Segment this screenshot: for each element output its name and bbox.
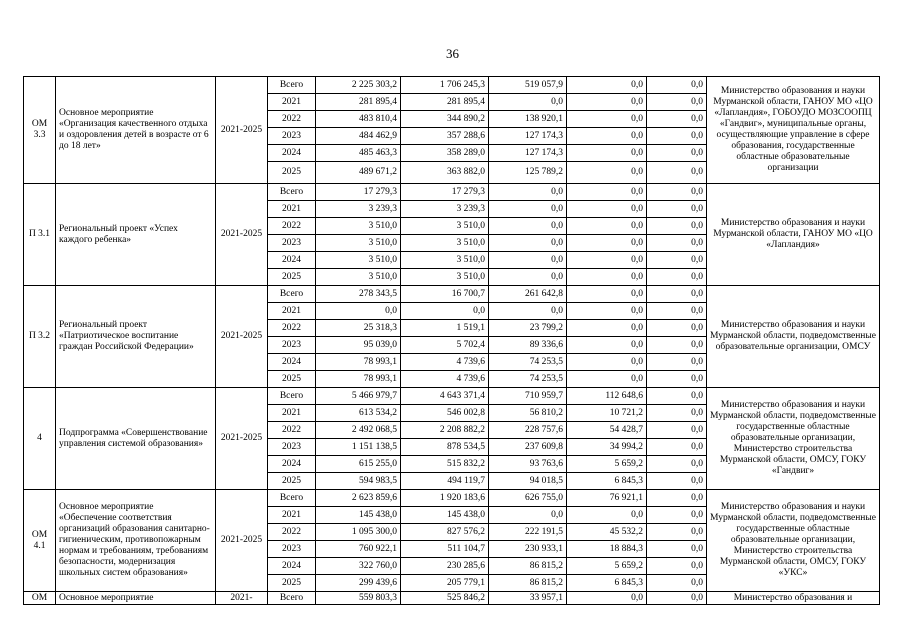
- amount-cell: 3 239,3: [316, 201, 401, 218]
- table-row: [24, 490, 880, 507]
- amount-cell: 125 789,2: [489, 162, 567, 184]
- amount-cell: 0,0: [567, 320, 647, 337]
- amount-cell: 5 659,2: [567, 558, 647, 575]
- item-name: Основное мероприятие «Обеспечение соответствия организаций образования санитарно-гигиеническим, противопожарным нормам и требованиям, требованиям безопасности, модернизация школьных систем образования»: [56, 490, 216, 592]
- amount-cell: 0,0: [567, 201, 647, 218]
- executor-cell: Министерство образования и науки Мурманской области, подведомственные образовательные организации, ОМСУ: [707, 286, 880, 388]
- year-cell: Всего: [268, 592, 316, 605]
- amount-cell: 0,0: [647, 558, 707, 575]
- amount-cell: 3 510,0: [316, 235, 401, 252]
- year-cell: 2022: [268, 422, 316, 439]
- amount-cell: 0,0: [647, 286, 707, 303]
- year-cell: Всего: [268, 286, 316, 303]
- amount-cell: 0,0: [647, 371, 707, 388]
- amount-cell: 0,0: [647, 145, 707, 162]
- amount-cell: 0,0: [567, 145, 647, 162]
- amount-cell: 17 279,3: [316, 184, 401, 201]
- amount-cell: 6 845,3: [567, 575, 647, 592]
- amount-cell: 74 253,5: [489, 371, 567, 388]
- amount-cell: 485 463,3: [316, 145, 401, 162]
- amount-cell: 0,0: [567, 269, 647, 286]
- amount-cell: 0,0: [647, 128, 707, 145]
- amount-cell: 3 510,0: [316, 218, 401, 235]
- amount-cell: 0,0: [647, 388, 707, 405]
- table-row: [24, 184, 880, 201]
- amount-cell: 0,0: [567, 303, 647, 320]
- amount-cell: 17 279,3: [401, 184, 489, 201]
- amount-cell: 0,0: [647, 337, 707, 354]
- amount-cell: 5 702,4: [401, 337, 489, 354]
- amount-cell: 0,0: [647, 162, 707, 184]
- amount-cell: 0,0: [647, 218, 707, 235]
- amount-cell: 0,0: [567, 235, 647, 252]
- amount-cell: 0,0: [567, 337, 647, 354]
- amount-cell: 3 510,0: [401, 269, 489, 286]
- amount-cell: 0,0: [567, 162, 647, 184]
- amount-cell: 5 466 979,7: [316, 388, 401, 405]
- amount-cell: 76 921,1: [567, 490, 647, 507]
- amount-cell: 0,0: [647, 252, 707, 269]
- amount-cell: 710 959,7: [489, 388, 567, 405]
- amount-cell: 358 289,0: [401, 145, 489, 162]
- amount-cell: 45 532,2: [567, 524, 647, 541]
- amount-cell: 1 920 183,6: [401, 490, 489, 507]
- amount-cell: 0,0: [489, 94, 567, 111]
- amount-cell: 261 642,8: [489, 286, 567, 303]
- amount-cell: 484 462,9: [316, 128, 401, 145]
- year-cell: 2023: [268, 235, 316, 252]
- item-code: П 3.1: [24, 184, 56, 286]
- amount-cell: 281 895,4: [316, 94, 401, 111]
- table-row: [24, 388, 880, 405]
- amount-cell: 0,0: [489, 269, 567, 286]
- amount-cell: 322 760,0: [316, 558, 401, 575]
- amount-cell: 18 884,3: [567, 541, 647, 558]
- amount-cell: 34 994,2: [567, 439, 647, 456]
- year-cell: 2024: [268, 145, 316, 162]
- amount-cell: 0,0: [489, 235, 567, 252]
- amount-cell: 4 643 371,4: [401, 388, 489, 405]
- amount-cell: 363 882,0: [401, 162, 489, 184]
- amount-cell: 2 208 882,2: [401, 422, 489, 439]
- amount-cell: 344 890,2: [401, 111, 489, 128]
- amount-cell: 237 609,8: [489, 439, 567, 456]
- amount-cell: 0,0: [567, 286, 647, 303]
- year-cell: 2025: [268, 371, 316, 388]
- budget-table: [23, 76, 880, 605]
- amount-cell: 25 318,3: [316, 320, 401, 337]
- amount-cell: 95 039,0: [316, 337, 401, 354]
- amount-cell: 0,0: [567, 371, 647, 388]
- item-period: 2021-2025: [216, 388, 268, 490]
- year-cell: 2025: [268, 162, 316, 184]
- amount-cell: 3 510,0: [316, 269, 401, 286]
- amount-cell: 1 151 138,5: [316, 439, 401, 456]
- amount-cell: 615 255,0: [316, 456, 401, 473]
- amount-cell: 127 174,3: [489, 128, 567, 145]
- amount-cell: 0,0: [567, 77, 647, 94]
- amount-cell: 0,0: [647, 77, 707, 94]
- item-name: Основное мероприятие «Организация качественного отдыха и оздоровления детей в возрасте от 6 до 18 лет»: [56, 77, 216, 184]
- amount-cell: 86 815,2: [489, 558, 567, 575]
- amount-cell: 0,0: [567, 128, 647, 145]
- amount-cell: 0,0: [647, 303, 707, 320]
- year-cell: 2022: [268, 218, 316, 235]
- year-cell: 2022: [268, 524, 316, 541]
- year-cell: 2023: [268, 439, 316, 456]
- year-cell: 2021: [268, 507, 316, 524]
- amount-cell: 0,0: [489, 303, 567, 320]
- amount-cell: 0,0: [647, 320, 707, 337]
- amount-cell: 222 191,5: [489, 524, 567, 541]
- amount-cell: 357 288,6: [401, 128, 489, 145]
- item-code: 4: [24, 388, 56, 490]
- amount-cell: 525 846,2: [401, 592, 489, 605]
- amount-cell: 827 576,2: [401, 524, 489, 541]
- year-cell: 2024: [268, 558, 316, 575]
- amount-cell: 0,0: [647, 94, 707, 111]
- amount-cell: 0,0: [489, 252, 567, 269]
- year-cell: 2024: [268, 354, 316, 371]
- amount-cell: 78 993,1: [316, 371, 401, 388]
- year-cell: 2025: [268, 269, 316, 286]
- item-name: Основное мероприятие: [56, 592, 216, 605]
- amount-cell: 0,0: [647, 439, 707, 456]
- amount-cell: 3 510,0: [401, 235, 489, 252]
- item-name: Подпрограмма «Совершенствование управления системой образования»: [56, 388, 216, 490]
- amount-cell: 0,0: [567, 184, 647, 201]
- amount-cell: 0,0: [647, 473, 707, 490]
- amount-cell: 0,0: [647, 507, 707, 524]
- table-body: [24, 77, 880, 605]
- amount-cell: 278 343,5: [316, 286, 401, 303]
- year-cell: 2024: [268, 252, 316, 269]
- item-period: 2021-2025: [216, 286, 268, 388]
- amount-cell: 4 739,6: [401, 371, 489, 388]
- amount-cell: 0,0: [647, 111, 707, 128]
- amount-cell: 0,0: [567, 354, 647, 371]
- amount-cell: 0,0: [489, 201, 567, 218]
- amount-cell: 0,0: [567, 592, 647, 605]
- item-period: 2021-2025: [216, 77, 268, 184]
- amount-cell: 205 779,1: [401, 575, 489, 592]
- table-row: [24, 592, 880, 605]
- amount-cell: 0,0: [316, 303, 401, 320]
- amount-cell: 74 253,5: [489, 354, 567, 371]
- amount-cell: 0,0: [647, 405, 707, 422]
- amount-cell: 0,0: [647, 269, 707, 286]
- amount-cell: 626 755,0: [489, 490, 567, 507]
- amount-cell: 0,0: [401, 303, 489, 320]
- year-cell: 2025: [268, 473, 316, 490]
- amount-cell: 0,0: [567, 507, 647, 524]
- item-code: П 3.2: [24, 286, 56, 388]
- amount-cell: 483 810,4: [316, 111, 401, 128]
- amount-cell: 33 957,1: [489, 592, 567, 605]
- amount-cell: 78 993,1: [316, 354, 401, 371]
- amount-cell: 0,0: [647, 184, 707, 201]
- amount-cell: 4 739,6: [401, 354, 489, 371]
- year-cell: 2021: [268, 201, 316, 218]
- amount-cell: 230 933,1: [489, 541, 567, 558]
- amount-cell: 93 763,6: [489, 456, 567, 473]
- page-number: 36: [446, 46, 459, 61]
- amount-cell: 0,0: [647, 201, 707, 218]
- table-row: [24, 286, 880, 303]
- amount-cell: 489 671,2: [316, 162, 401, 184]
- amount-cell: 6 845,3: [567, 473, 647, 490]
- amount-cell: 2 225 303,2: [316, 77, 401, 94]
- amount-cell: 3 510,0: [401, 252, 489, 269]
- amount-cell: 0,0: [647, 354, 707, 371]
- amount-cell: 94 018,5: [489, 473, 567, 490]
- amount-cell: 0,0: [489, 184, 567, 201]
- amount-cell: 230 285,6: [401, 558, 489, 575]
- amount-cell: 5 659,2: [567, 456, 647, 473]
- year-cell: 2021: [268, 94, 316, 111]
- item-name: Региональный проект «Патриотическое воспитание граждан Российской Федерации»: [56, 286, 216, 388]
- year-cell: 2025: [268, 575, 316, 592]
- amount-cell: 10 721,2: [567, 405, 647, 422]
- amount-cell: 515 832,2: [401, 456, 489, 473]
- executor-cell: Министерство образования и науки Мурманской области, ГАНОУ МО «ЦО «Лапландия»: [707, 184, 880, 286]
- amount-cell: 1 095 300,0: [316, 524, 401, 541]
- amount-cell: 86 815,2: [489, 575, 567, 592]
- amount-cell: 0,0: [647, 235, 707, 252]
- item-code: ОМ 4.1: [24, 490, 56, 592]
- item-code: ОМ 3.3: [24, 77, 56, 184]
- amount-cell: 228 757,6: [489, 422, 567, 439]
- amount-cell: 546 002,8: [401, 405, 489, 422]
- table-row: [24, 77, 880, 94]
- executor-cell: Министерство образования и науки Мурманской области, ГАНОУ МО «ЦО «Лапландия», ГОБОУДО МОЗСООПЦ «Гандвиг», муниципальные органы, осуществляющие управление в сфере образования, государственные областные образовательные организации: [707, 77, 880, 184]
- amount-cell: 281 895,4: [401, 94, 489, 111]
- amount-cell: 1 706 245,3: [401, 77, 489, 94]
- amount-cell: 878 534,5: [401, 439, 489, 456]
- amount-cell: 760 922,1: [316, 541, 401, 558]
- amount-cell: 1 519,1: [401, 320, 489, 337]
- item-period: 2021-: [216, 592, 268, 605]
- year-cell: 2021: [268, 303, 316, 320]
- amount-cell: 89 336,6: [489, 337, 567, 354]
- amount-cell: 0,0: [567, 252, 647, 269]
- year-cell: 2022: [268, 111, 316, 128]
- amount-cell: 0,0: [647, 592, 707, 605]
- amount-cell: 0,0: [647, 575, 707, 592]
- amount-cell: 0,0: [647, 541, 707, 558]
- amount-cell: 2 623 859,6: [316, 490, 401, 507]
- year-cell: 2023: [268, 541, 316, 558]
- amount-cell: 494 119,7: [401, 473, 489, 490]
- amount-cell: 559 803,3: [316, 592, 401, 605]
- amount-cell: 56 810,2: [489, 405, 567, 422]
- amount-cell: 0,0: [647, 490, 707, 507]
- item-code: ОМ: [24, 592, 56, 605]
- year-cell: 2021: [268, 405, 316, 422]
- amount-cell: 0,0: [647, 456, 707, 473]
- amount-cell: 54 428,7: [567, 422, 647, 439]
- amount-cell: 0,0: [647, 524, 707, 541]
- executor-cell: Министерство образования и науки Мурманской области, подведомственные государственные областные образовательные организации, Министерство строительства Мурманской области, ОМСУ, ГОКУ «Гандвиг»: [707, 388, 880, 490]
- amount-cell: 2 492 068,5: [316, 422, 401, 439]
- amount-cell: 613 534,2: [316, 405, 401, 422]
- amount-cell: 138 920,1: [489, 111, 567, 128]
- item-period: 2021-2025: [216, 184, 268, 286]
- amount-cell: 145 438,0: [401, 507, 489, 524]
- year-cell: Всего: [268, 184, 316, 201]
- executor-cell: Министерство образования и: [707, 592, 880, 605]
- amount-cell: 299 439,6: [316, 575, 401, 592]
- amount-cell: 16 700,7: [401, 286, 489, 303]
- amount-cell: 23 799,2: [489, 320, 567, 337]
- executor-cell: Министерство образования и науки Мурманской области, подведомственные государственные областные образовательные организации, Министерство строительства Мурманской области, ОМСУ, ГОКУ «УКС»: [707, 490, 880, 592]
- amount-cell: 112 648,6: [567, 388, 647, 405]
- year-cell: Всего: [268, 490, 316, 507]
- year-cell: Всего: [268, 77, 316, 94]
- amount-cell: 594 983,5: [316, 473, 401, 490]
- year-cell: 2022: [268, 320, 316, 337]
- amount-cell: 3 510,0: [401, 218, 489, 235]
- amount-cell: 0,0: [489, 507, 567, 524]
- amount-cell: 145 438,0: [316, 507, 401, 524]
- item-name: Региональный проект «Успех каждого ребенка»: [56, 184, 216, 286]
- amount-cell: 0,0: [489, 218, 567, 235]
- item-period: 2021-2025: [216, 490, 268, 592]
- year-cell: 2024: [268, 456, 316, 473]
- year-cell: Всего: [268, 388, 316, 405]
- year-cell: 2023: [268, 337, 316, 354]
- amount-cell: 0,0: [567, 218, 647, 235]
- amount-cell: 127 174,3: [489, 145, 567, 162]
- amount-cell: 3 239,3: [401, 201, 489, 218]
- amount-cell: 3 510,0: [316, 252, 401, 269]
- year-cell: 2023: [268, 128, 316, 145]
- amount-cell: 0,0: [567, 111, 647, 128]
- amount-cell: 0,0: [567, 94, 647, 111]
- amount-cell: 519 057,9: [489, 77, 567, 94]
- amount-cell: 0,0: [647, 422, 707, 439]
- amount-cell: 511 104,7: [401, 541, 489, 558]
